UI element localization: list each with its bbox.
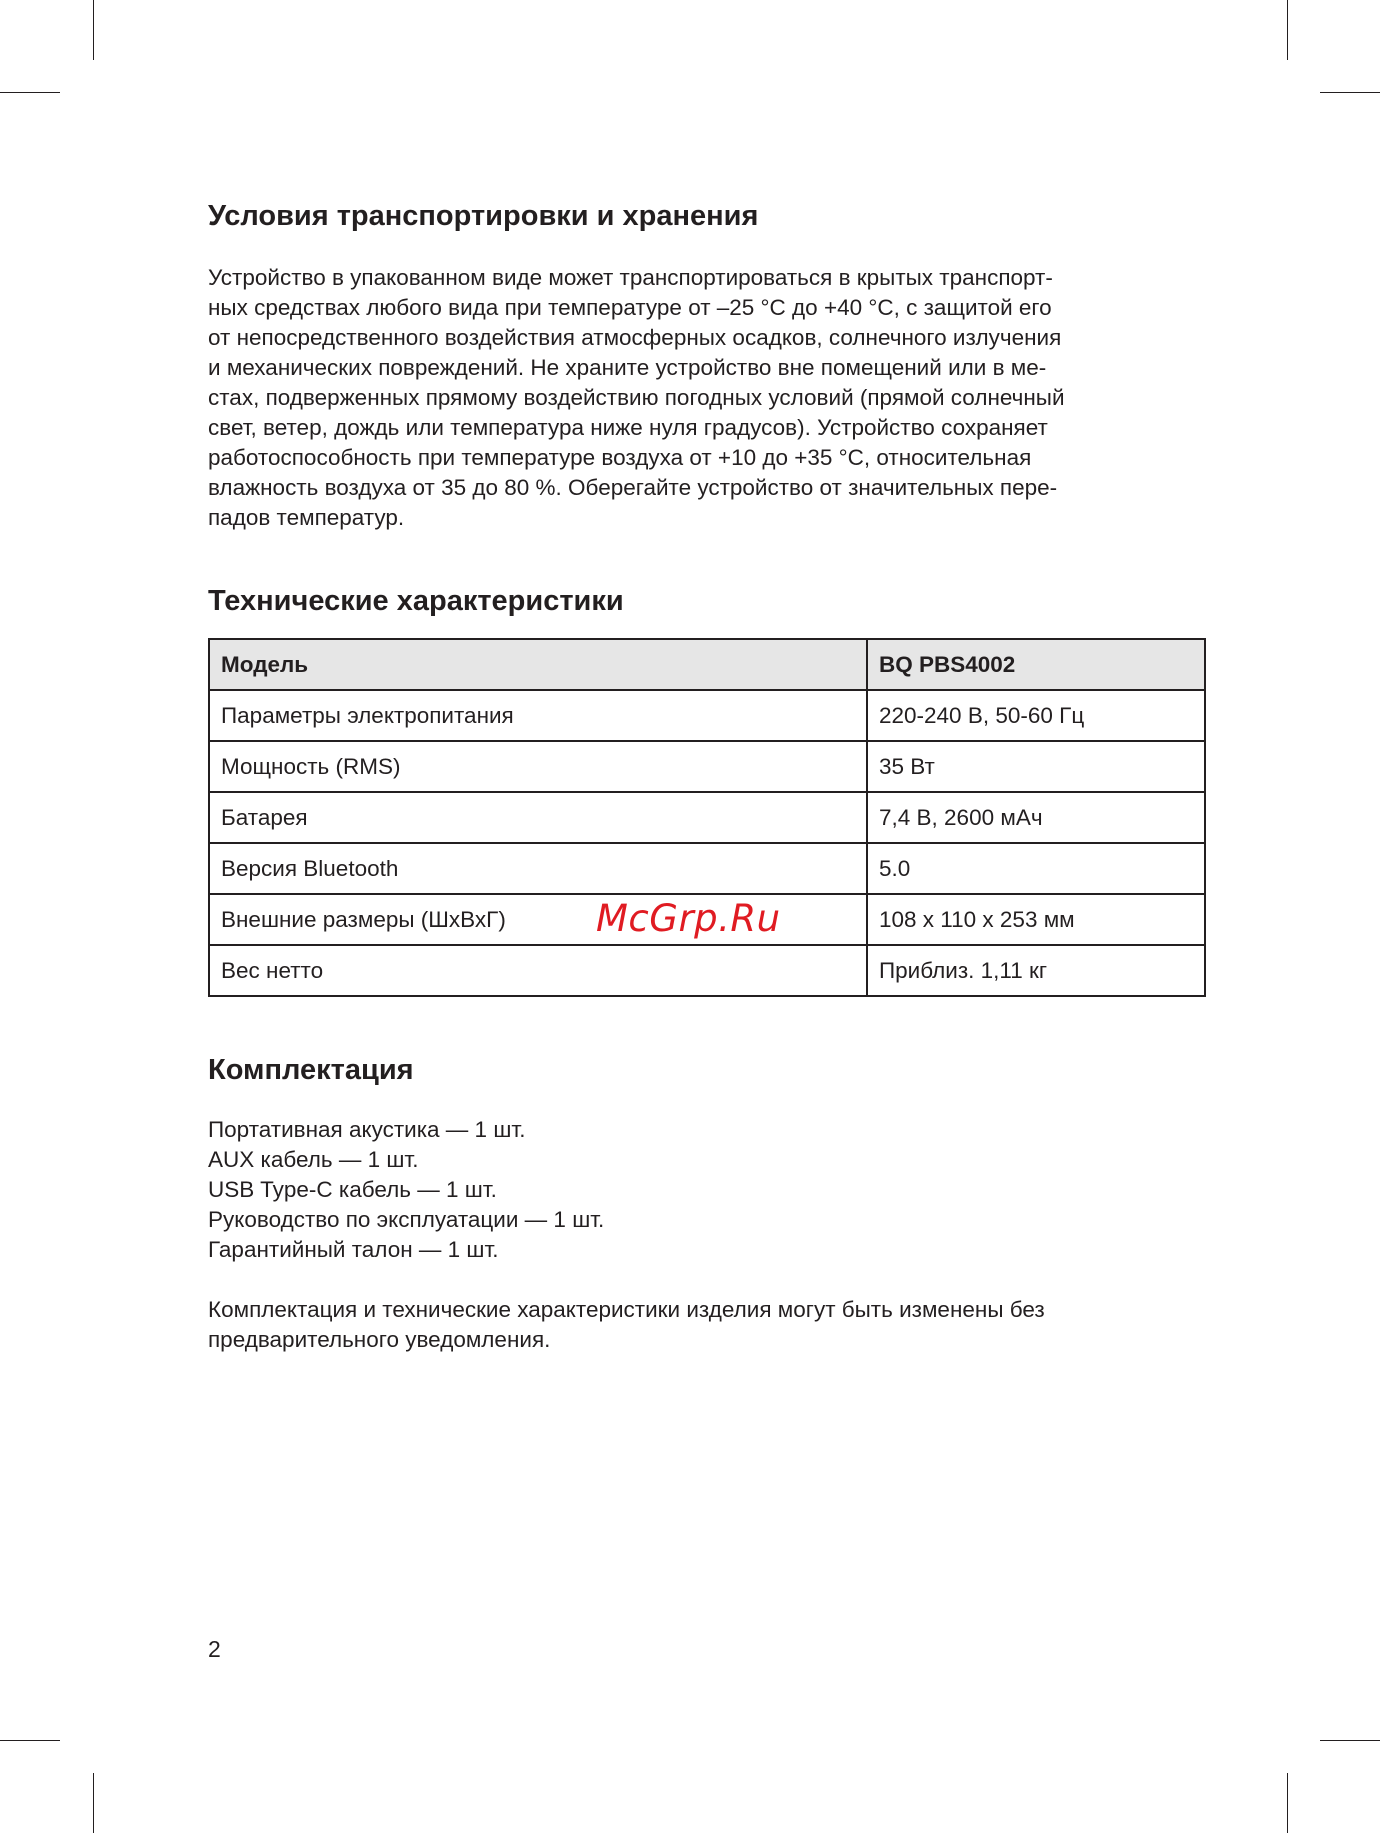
paragraph-line: стах, подверженных прямому воздействию погодных условий (прямой солнечный	[208, 385, 1065, 410]
table-row	[209, 690, 1205, 741]
change-notice	[208, 1295, 1206, 1355]
specs-table	[208, 638, 1206, 997]
table-row	[209, 741, 1205, 792]
list-item: AUX кабель — 1 шт.	[208, 1147, 419, 1172]
specs-heading: Технические характеристики	[208, 585, 624, 617]
crop-mark-bottom-right-horizontal	[1320, 1740, 1380, 1741]
paragraph-line: работоспособность при температуре воздуха от +10 до +35 °C, относительная	[208, 445, 1032, 470]
transport-storage-heading: Условия транспортировки и хранения	[208, 200, 759, 232]
crop-mark-top-left-vertical	[93, 0, 94, 60]
crop-mark-bottom-right-vertical	[1287, 1773, 1288, 1833]
paragraph-line: Комплектация и технические характеристики изделия могут быть изменены без	[208, 1297, 1045, 1322]
spec-param-cell: Параметры электропитания	[209, 690, 867, 741]
list-item: Портативная акустика — 1 шт.	[208, 1117, 526, 1142]
table-row	[209, 792, 1205, 843]
specs-table-header-row	[209, 639, 1205, 690]
crop-mark-top-right-horizontal	[1320, 92, 1380, 93]
table-row	[209, 945, 1205, 996]
paragraph-line: и механических повреждений. Не храните устройство вне помещений или в ме-	[208, 355, 1047, 380]
paragraph-line: падов температур.	[208, 505, 405, 530]
spec-param-cell: Вес нетто	[209, 945, 867, 996]
page-number: 2	[208, 1636, 221, 1662]
paragraph-line: влажность воздуха от 35 до 80 %. Оберегайте устройство от значительных пере-	[208, 475, 1058, 500]
crop-mark-top-right-vertical	[1287, 0, 1288, 60]
spec-param-cell: Внешние размеры (ШхВхГ)	[209, 894, 867, 945]
spec-param-cell: Версия Bluetooth	[209, 843, 867, 894]
watermark: McGrp.Ru	[596, 897, 781, 940]
paragraph-line: свет, ветер, дождь или температура ниже нуля градусов). Устройство сохраняет	[208, 415, 1048, 440]
spec-value-cell: 108 x 110 x 253 мм	[867, 894, 1205, 945]
crop-mark-bottom-left-vertical	[93, 1773, 94, 1833]
spec-value-cell: 35 Вт	[867, 741, 1205, 792]
list-item: Гарантийный талон — 1 шт.	[208, 1237, 499, 1262]
spec-param-cell: Батарея	[209, 792, 867, 843]
spec-value-cell: 5.0	[867, 843, 1205, 894]
list-item: USB Type-C кабель — 1 шт.	[208, 1177, 497, 1202]
spec-value-cell: 7,4 В, 2600 мАч	[867, 792, 1205, 843]
kit-list	[208, 1115, 1206, 1265]
specs-header-param: Модель	[209, 639, 867, 690]
transport-storage-paragraph	[208, 263, 1206, 533]
paragraph-line: ных средствах любого вида при температуре от –25 °C до +40 °C, с защитой его	[208, 295, 1052, 320]
page-content	[208, 196, 1206, 1355]
spec-value-cell: Приблиз. 1,11 кг	[867, 945, 1205, 996]
spec-param-cell: Мощность (RMS)	[209, 741, 867, 792]
paragraph-line: предварительного уведомления.	[208, 1327, 551, 1352]
list-item: Руководство по эксплуатации — 1 шт.	[208, 1207, 605, 1232]
table-row	[209, 843, 1205, 894]
paragraph-line: Устройство в упакованном виде может транспортироваться в крытых транспорт-	[208, 265, 1053, 290]
kit-heading: Комплектация	[208, 1054, 414, 1086]
spec-value-cell: 220-240 В, 50-60 Гц	[867, 690, 1205, 741]
crop-mark-bottom-left-horizontal	[0, 1740, 60, 1741]
specs-header-value: BQ PBS4002	[867, 639, 1205, 690]
crop-mark-top-left-horizontal	[0, 92, 60, 93]
paragraph-line: от непосредственного воздействия атмосферных осадков, солнечного излучения	[208, 325, 1062, 350]
